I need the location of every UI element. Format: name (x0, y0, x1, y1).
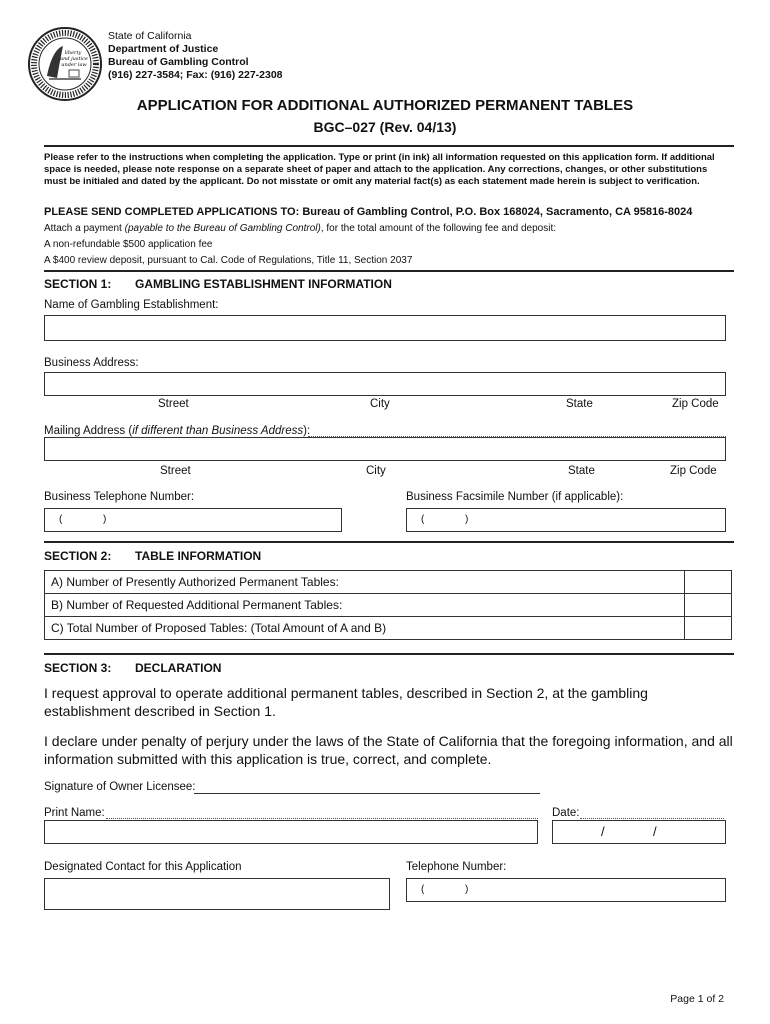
tel-paren-open: ( (421, 884, 425, 895)
form-id: BGC–027 (Rev. 04/13) (313, 119, 457, 135)
date-label: Date: (552, 807, 580, 819)
table-row (45, 571, 732, 594)
mailing-state-label: State (568, 465, 595, 477)
deposit-text: A $400 review deposit, pursuant to Cal. Code of Regulations, Title 11, Section 2037 (44, 255, 413, 266)
section3-number: SECTION 3: (44, 661, 112, 675)
date-separator: / (601, 824, 605, 839)
establishment-name-label: Name of Gambling Establishment: (44, 299, 219, 311)
date-field[interactable] (552, 820, 726, 844)
business-phone-label: Business Telephone Number: (44, 491, 195, 503)
row-b-value-field[interactable] (685, 594, 732, 617)
row-c-value-field[interactable] (685, 617, 732, 640)
seal-text-2: and justice (60, 56, 88, 62)
table-information (44, 570, 732, 640)
declaration-request: I request approval to operate additional permanent tables, described in Section 2, at the gambling establishment described in Section 1. (44, 685, 648, 719)
business-street-label: Street (158, 398, 189, 410)
business-address-label: Business Address: (44, 357, 139, 369)
row-a-label: A) Number of Presently Authorized Permanent Tables: (45, 571, 685, 594)
signature-line[interactable] (194, 793, 540, 794)
declaration-perjury: I declare under penalty of perjury under the laws of the State of California that the foregoing information, and all information submitted with this application is true, correct, and complete. (44, 733, 733, 767)
business-zip-label: Zip Code (672, 398, 719, 410)
row-c-label: C) Total Number of Proposed Tables: (Total Amount of A and B) (45, 617, 685, 640)
business-fax-field[interactable] (406, 508, 726, 532)
fax-paren-close: ) (465, 514, 469, 525)
agency-header (108, 30, 283, 82)
payment-text: Attach a payment (payable to the Bureau of Gambling Control), for the total amount of the following fee and deposit: (44, 223, 556, 234)
divider (44, 145, 734, 147)
agency-phone: (916) 227-3584; Fax: (916) 227-2308 (108, 69, 283, 81)
contact-label: Designated Contact for this Application (44, 861, 242, 873)
seal-text-1: liberty (64, 50, 82, 56)
row-b-label: B) Number of Requested Additional Permanent Tables: (45, 594, 685, 617)
row-a-value-field[interactable] (685, 571, 732, 594)
mailing-address-label: Mailing Address (if different than Business Address): (44, 425, 311, 437)
divider (44, 541, 734, 543)
form-title: APPLICATION FOR ADDITIONAL AUTHORIZED PERMANENT TABLES (136, 97, 634, 114)
tel-paren-close: ) (465, 884, 469, 895)
seal-text-3: under law (61, 62, 87, 68)
agency-state: State of California (108, 30, 192, 42)
section3-title: DECLARATION (135, 661, 222, 675)
agency-bureau: Bureau of Gambling Control (108, 56, 249, 68)
telephone-field[interactable] (406, 878, 726, 902)
signature-label: Signature of Owner Licensee: (44, 781, 196, 793)
section2-number: SECTION 2: (44, 549, 112, 563)
section1-title: GAMBLING ESTABLISHMENT INFORMATION (135, 277, 392, 291)
fee-text: A non-refundable $500 application fee (44, 239, 213, 250)
page-number: Page 1 of 2 (670, 993, 724, 1005)
establishment-name-field[interactable] (44, 315, 726, 341)
section2-title: TABLE INFORMATION (135, 549, 262, 563)
phone-paren-open: ( (59, 514, 63, 525)
table-row (45, 594, 732, 617)
phone-paren-close: ) (103, 514, 107, 525)
print-name-dotted (106, 818, 538, 819)
divider (44, 653, 734, 655)
date-dotted (580, 818, 724, 819)
mailing-street-label: Street (160, 465, 191, 477)
print-name-field[interactable] (44, 820, 538, 844)
business-phone-field[interactable] (44, 508, 342, 532)
send-to: PLEASE SEND COMPLETED APPLICATIONS TO: Bureau of Gambling Control, P.O. Box 168024, Sacramento, CA 95816-8024 (44, 206, 693, 218)
contact-field[interactable] (44, 878, 390, 910)
mailing-zip-label: Zip Code (670, 465, 717, 477)
agency-department: Department of Justice (108, 43, 219, 55)
table-row (45, 617, 732, 640)
divider (44, 270, 734, 272)
instructions: Please refer to the instructions when completing the application. Type or print (in ink) all information requested on this application form. If additional space is needed, please note response on a separate sheet of paper and attach to the application. Any corrections, changes, or other substitutions must be initialed and dated by the applicant. Do not misstate or omit any material fact(s) as each statement made herein is subject to verification. (44, 152, 715, 188)
print-name-label: Print Name: (44, 807, 105, 819)
telephone-label: Telephone Number: (406, 861, 507, 873)
mailing-address-field[interactable] (44, 437, 726, 461)
business-city-label: City (370, 398, 390, 410)
mailing-city-label: City (366, 465, 386, 477)
section1-number: SECTION 1: (44, 277, 112, 291)
business-fax-label: Business Facsimile Number (if applicable): (406, 491, 624, 503)
state-seal-icon (27, 26, 103, 102)
fax-paren-open: ( (421, 514, 425, 525)
date-separator: / (653, 824, 657, 839)
business-address-field[interactable] (44, 372, 726, 396)
business-state-label: State (566, 398, 593, 410)
